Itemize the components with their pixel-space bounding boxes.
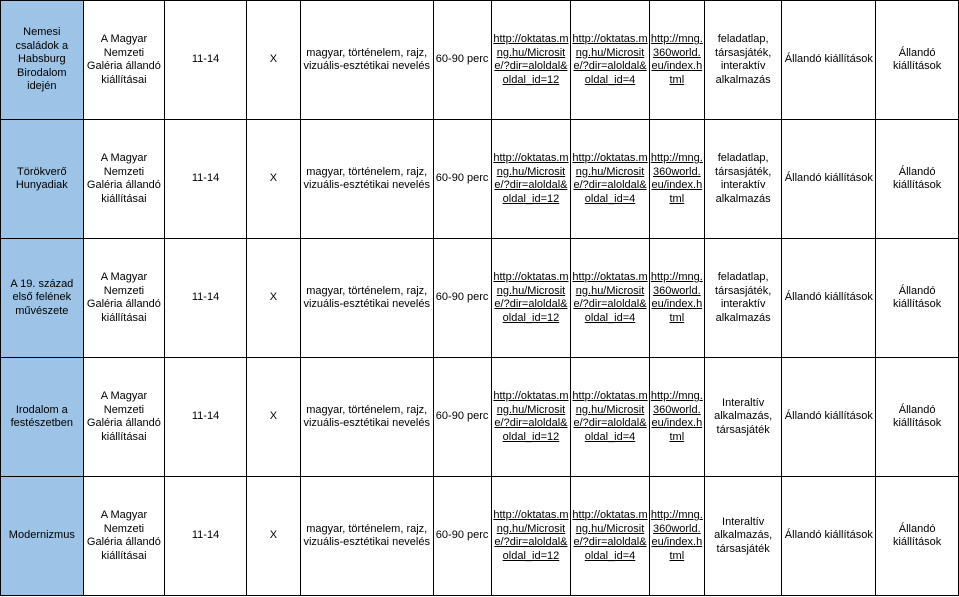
link-cell-3[interactable] bbox=[649, 239, 704, 358]
location-cell: A Magyar Nemzeti Galéria állandó kiállításai bbox=[83, 477, 165, 596]
location-cell: A Magyar Nemzeti Galéria állandó kiállításai bbox=[83, 239, 165, 358]
link-text[interactable]: http://mng.360world.eu/index.html bbox=[650, 390, 703, 443]
mark-cell: X bbox=[246, 358, 300, 477]
duration-cell: 60-90 perc bbox=[433, 477, 491, 596]
link-cell-2[interactable] bbox=[571, 1, 650, 120]
link-cell-1[interactable] bbox=[491, 358, 571, 477]
link-text[interactable]: http://oktatas.mng.hu/Microsite/?dir=aloldal&oldal_id=4 bbox=[572, 152, 648, 205]
location-cell: A Magyar Nemzeti Galéria állandó kiállításai bbox=[83, 1, 165, 120]
link-text[interactable]: http://oktatas.mng.hu/Microsite/?dir=aloldal&oldal_id=4 bbox=[572, 390, 648, 443]
exhibition-cell-2: Állandó kiállítások bbox=[876, 120, 959, 239]
link-text[interactable]: http://oktatas.mng.hu/Microsite/?dir=aloldal&oldal_id=12 bbox=[493, 271, 569, 324]
exhibition-cell-2: Állandó kiállítások bbox=[876, 239, 959, 358]
program-title-cell: Törökverő Hunyadiak bbox=[1, 120, 84, 239]
location-cell: A Magyar Nemzeti Galéria állandó kiállításai bbox=[83, 120, 165, 239]
mark-cell: X bbox=[246, 477, 300, 596]
age-cell: 11-14 bbox=[165, 358, 247, 477]
link-text[interactable]: http://oktatas.mng.hu/Microsite/?dir=aloldal&oldal_id=12 bbox=[493, 152, 569, 205]
program-title-cell: Nemesi családok a Habsburg Birodalom idején bbox=[1, 1, 84, 120]
mark-cell: X bbox=[246, 1, 300, 120]
link-cell-2[interactable] bbox=[571, 239, 650, 358]
link-text[interactable]: http://mng.360world.eu/index.html bbox=[650, 509, 703, 562]
subjects-cell: magyar, történelem, rajz, vizuális-esztétikai nevelés bbox=[300, 358, 433, 477]
link-cell-1[interactable] bbox=[491, 120, 571, 239]
exhibition-cell: Állandó kiállítások bbox=[782, 358, 876, 477]
link-cell-3[interactable] bbox=[649, 477, 704, 596]
duration-cell: 60-90 perc bbox=[433, 120, 491, 239]
link-text[interactable]: http://oktatas.mng.hu/Microsite/?dir=aloldal&oldal_id=12 bbox=[493, 509, 569, 562]
link-text[interactable]: http://mng.360world.eu/index.html bbox=[650, 152, 703, 205]
method-cell: Interaltív alkalmazás, társasjáték bbox=[704, 358, 782, 477]
method-cell: Interaltív alkalmazás, társasjáték bbox=[704, 477, 782, 596]
table-row bbox=[1, 239, 959, 358]
subjects-cell: magyar, történelem, rajz, vizuális-esztétikai nevelés bbox=[300, 1, 433, 120]
mark-cell: X bbox=[246, 239, 300, 358]
link-text[interactable]: http://oktatas.mng.hu/Microsite/?dir=aloldal&oldal_id=4 bbox=[572, 509, 648, 562]
duration-cell: 60-90 perc bbox=[433, 358, 491, 477]
subjects-cell: magyar, történelem, rajz, vizuális-esztétikai nevelés bbox=[300, 477, 433, 596]
exhibition-cell: Állandó kiállítások bbox=[782, 239, 876, 358]
table-row bbox=[1, 1, 959, 120]
duration-cell: 60-90 perc bbox=[433, 1, 491, 120]
link-text[interactable]: http://oktatas.mng.hu/Microsite/?dir=aloldal&oldal_id=12 bbox=[493, 33, 569, 86]
link-cell-1[interactable] bbox=[491, 477, 571, 596]
link-cell-2[interactable] bbox=[571, 477, 650, 596]
duration-cell: 60-90 perc bbox=[433, 239, 491, 358]
link-text[interactable]: http://oktatas.mng.hu/Microsite/?dir=aloldal&oldal_id=4 bbox=[572, 271, 648, 324]
link-cell-3[interactable] bbox=[649, 120, 704, 239]
link-cell-2[interactable] bbox=[571, 120, 650, 239]
exhibition-cell: Állandó kiállítások bbox=[782, 1, 876, 120]
exhibition-cell: Állandó kiállítások bbox=[782, 477, 876, 596]
table-row bbox=[1, 120, 959, 239]
program-title-cell: Modernizmus bbox=[1, 477, 84, 596]
table-row bbox=[1, 477, 959, 596]
link-cell-3[interactable] bbox=[649, 1, 704, 120]
mark-cell: X bbox=[246, 120, 300, 239]
link-cell-3[interactable] bbox=[649, 358, 704, 477]
link-text[interactable]: http://mng.360world.eu/index.html bbox=[650, 33, 703, 86]
link-text[interactable]: http://oktatas.mng.hu/Microsite/?dir=aloldal&oldal_id=12 bbox=[493, 390, 569, 443]
link-cell-2[interactable] bbox=[571, 358, 650, 477]
exhibition-cell-2: Állandó kiállítások bbox=[876, 477, 959, 596]
method-cell: feladatlap, társasjáték, interaktív alkalmazás bbox=[704, 1, 782, 120]
link-cell-1[interactable] bbox=[491, 1, 571, 120]
method-cell: feladatlap, társasjáték, interaktív alkalmazás bbox=[704, 120, 782, 239]
table-body bbox=[1, 1, 959, 596]
exhibition-cell-2: Állandó kiállítások bbox=[876, 1, 959, 120]
link-text[interactable]: http://mng.360world.eu/index.html bbox=[650, 271, 703, 324]
subjects-cell: magyar, történelem, rajz, vizuális-esztétikai nevelés bbox=[300, 239, 433, 358]
program-title-cell: A 19. század első felének művészete bbox=[1, 239, 84, 358]
age-cell: 11-14 bbox=[165, 1, 247, 120]
method-cell: feladatlap, társasjáték, interaktív alkalmazás bbox=[704, 239, 782, 358]
age-cell: 11-14 bbox=[165, 477, 247, 596]
subjects-cell: magyar, történelem, rajz, vizuális-esztétikai nevelés bbox=[300, 120, 433, 239]
exhibition-cell-2: Állandó kiállítások bbox=[876, 358, 959, 477]
age-cell: 11-14 bbox=[165, 120, 247, 239]
link-cell-1[interactable] bbox=[491, 239, 571, 358]
age-cell: 11-14 bbox=[165, 239, 247, 358]
location-cell: A Magyar Nemzeti Galéria állandó kiállításai bbox=[83, 358, 165, 477]
program-title-cell: Irodalom a festészetben bbox=[1, 358, 84, 477]
table-row bbox=[1, 358, 959, 477]
exhibition-cell: Állandó kiállítások bbox=[782, 120, 876, 239]
link-text[interactable]: http://oktatas.mng.hu/Microsite/?dir=aloldal&oldal_id=4 bbox=[572, 33, 648, 86]
